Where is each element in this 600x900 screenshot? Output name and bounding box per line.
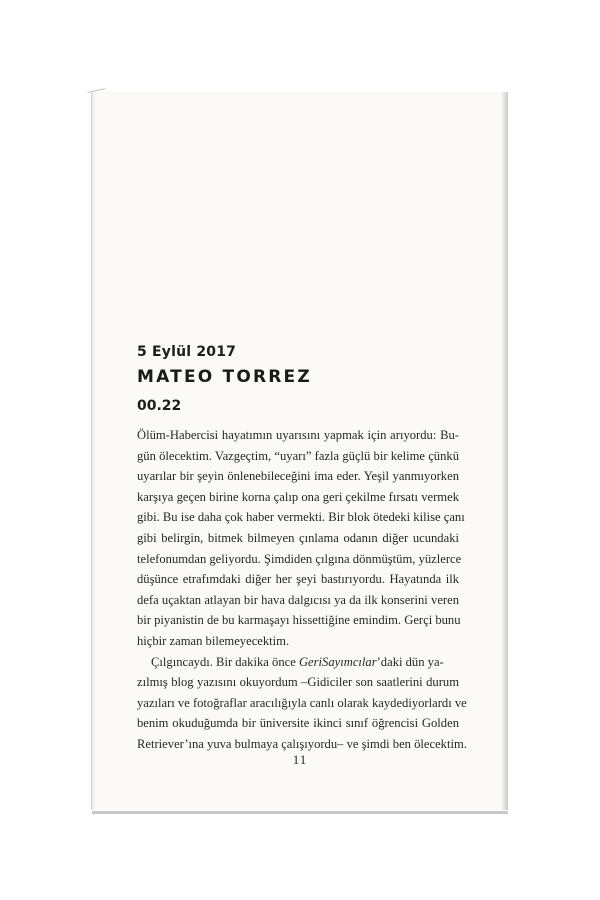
body-text <box>137 425 467 755</box>
text-line: Retriever’ına yuva bulmaya çalışıyordu– ve şimdi ben ölecektim. <box>137 736 467 751</box>
text-line: telefonumdan geliyordu. Şimdiden çılgına dönmüştüm, yüzlerce <box>137 551 462 566</box>
character-name-heading: MATEO TORREZ <box>137 367 312 387</box>
text-span: ’daki dün ya- <box>376 654 444 669</box>
text-span: Çılgıncaydı. Bir dakika önce <box>151 654 299 669</box>
page-edge-right <box>502 92 508 810</box>
entry-time: 00.22 <box>137 398 182 414</box>
text-line: bir piyanistin de bu karmaşayı hissettiğine emindim. Gerçi bunu <box>137 613 461 628</box>
page-edge-bottom <box>92 811 508 814</box>
entry-date: 5 Eylül 2017 <box>137 344 237 360</box>
text-line <box>137 652 459 673</box>
text-line: zılmış blog yazısını okuyordum –Gidiciler son saatlerini durum <box>137 675 459 690</box>
paragraph-2 <box>137 652 467 755</box>
text-line: Ölüm-Habercisi hayatımın uyarısını yapmak için arıyordu: Bu- <box>137 428 459 442</box>
text-line: hiçbir zaman bilemeyecektim. <box>137 633 290 648</box>
text-line: gün ölecektim. Vazgeçtim, “uyarı” fazla güçlü bir kelime çünkü <box>137 448 459 463</box>
text-line: düşünce etrafımdaki diğer her şeyi bastırıyordu. Hayatında ilk <box>137 572 459 587</box>
text-line: karşıya geçen birine korna çalıp ona geri çekilme fırsatı vermek <box>137 489 459 504</box>
text-line: yazıları ve fotoğraflar aracılığıyla canlı olarak kaydediyorlardı ve <box>137 695 467 710</box>
text-line: defa uçaktan atlayan bir hava dalgıcısı ya da ilk konserini veren <box>137 592 459 607</box>
page-corner-mark <box>87 88 106 99</box>
text-line: uyarılar bir şeyin önlenebileceğini ima eder. Yeşil yanmıyorken <box>137 469 459 484</box>
blog-name-italic: GeriSayımcılar <box>298 654 377 669</box>
text-line: gibi. Bu ise daha çok haber vermekti. Bir blok ötedeki kilise çanı <box>137 510 465 525</box>
book-page <box>91 92 508 810</box>
text-line: gibi belirgin, bitmek bilmeyen çınlama odanın diğer ucundaki <box>137 530 459 545</box>
text-line: benim okuduğumda bir üniversite ikinci sınıf öğrencisi Golden <box>137 716 459 731</box>
page-number: 11 <box>292 752 308 767</box>
paragraph-1 <box>137 425 465 652</box>
